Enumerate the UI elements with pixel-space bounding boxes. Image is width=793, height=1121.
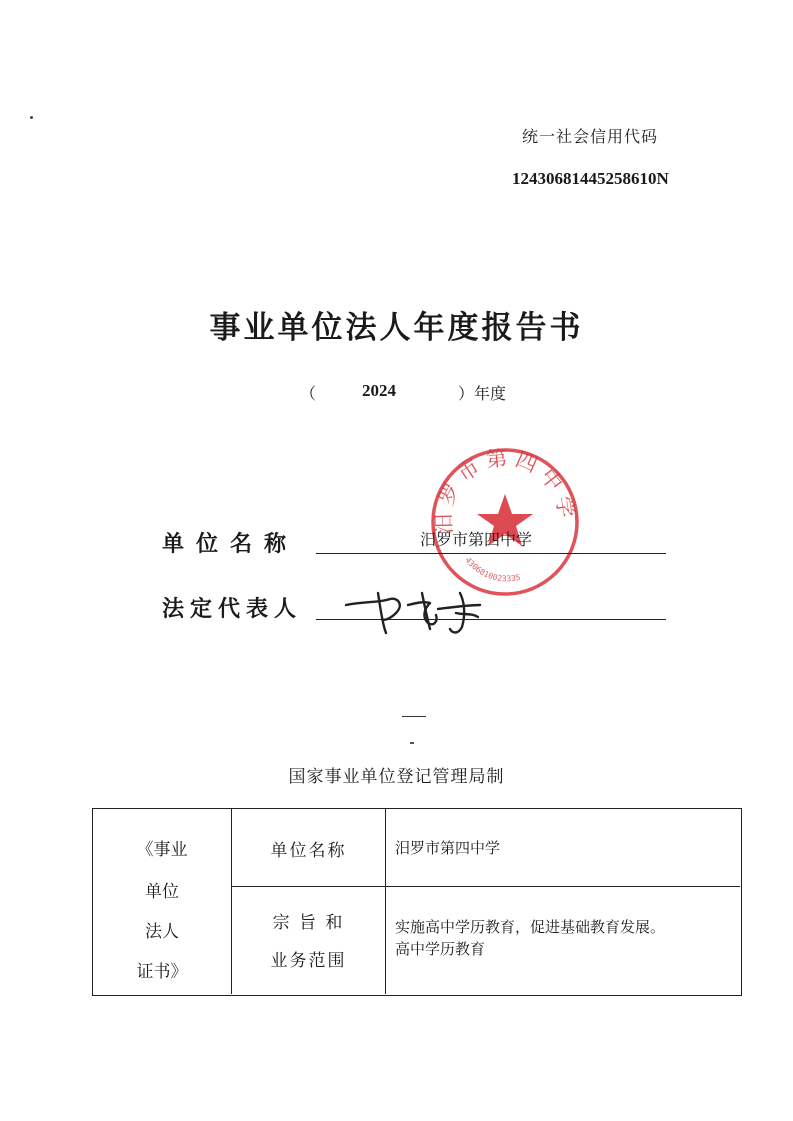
cert-title-line: 《事业 xyxy=(136,840,188,860)
row-value-unit-name: 汨罗市第四中学 xyxy=(395,839,501,857)
credit-code-value: 12430681445258610N xyxy=(512,169,669,188)
table-row-purpose xyxy=(231,886,740,994)
unit-name-value: 汨罗市第四中学 xyxy=(420,530,533,549)
unit-name-label: 单位名称 xyxy=(162,532,299,557)
row-header-cell xyxy=(231,809,386,886)
scan-speck xyxy=(30,116,33,119)
row-header-purpose-line2: 业务范围 xyxy=(270,951,347,971)
official-seal xyxy=(425,442,585,602)
divider-dot xyxy=(410,742,414,744)
row-value-purpose-line2: 高中学历教育 xyxy=(395,940,486,958)
row-value-cell xyxy=(395,809,735,886)
row-header-purpose-line1: 宗 旨 和 xyxy=(272,913,345,933)
divider-dash xyxy=(402,716,426,717)
cert-title-line: 单位 xyxy=(145,882,179,902)
legal-rep-label: 法定代表人 xyxy=(162,597,303,622)
report-year: 2024 xyxy=(362,381,396,400)
issuer-line: 国家事业单位登记管理局制 xyxy=(288,767,505,787)
report-year-row xyxy=(300,381,540,405)
cert-title-line: 法人 xyxy=(145,922,179,942)
year-open-paren: （ xyxy=(300,384,317,403)
legal-rep-signature xyxy=(338,583,518,638)
seal-serial: 4306810023335 xyxy=(463,555,522,584)
year-suffix: ）年度 xyxy=(458,384,507,403)
page-title: 事业单位法人年度报告书 xyxy=(209,310,584,346)
table-row-unit-name xyxy=(231,809,740,887)
row-value-cell xyxy=(395,886,735,994)
seal-ring-text: 汨罗市第四中学 xyxy=(431,445,580,535)
row-value-purpose-line1: 实施高中学历教育，促进基础教育发展。 xyxy=(395,918,666,936)
row-header-unit-name: 单位名称 xyxy=(270,841,347,861)
certificate-title-cell xyxy=(93,809,232,994)
cert-title-line: 证书》 xyxy=(136,962,188,982)
legal-rep-underline xyxy=(316,619,666,620)
credit-code-label: 统一社会信用代码 xyxy=(522,127,659,146)
svg-text:4306810023335 xyxy=(463,556,521,584)
certificate-table xyxy=(92,808,742,996)
row-header-cell xyxy=(231,886,386,994)
unit-name-underline xyxy=(316,553,666,554)
